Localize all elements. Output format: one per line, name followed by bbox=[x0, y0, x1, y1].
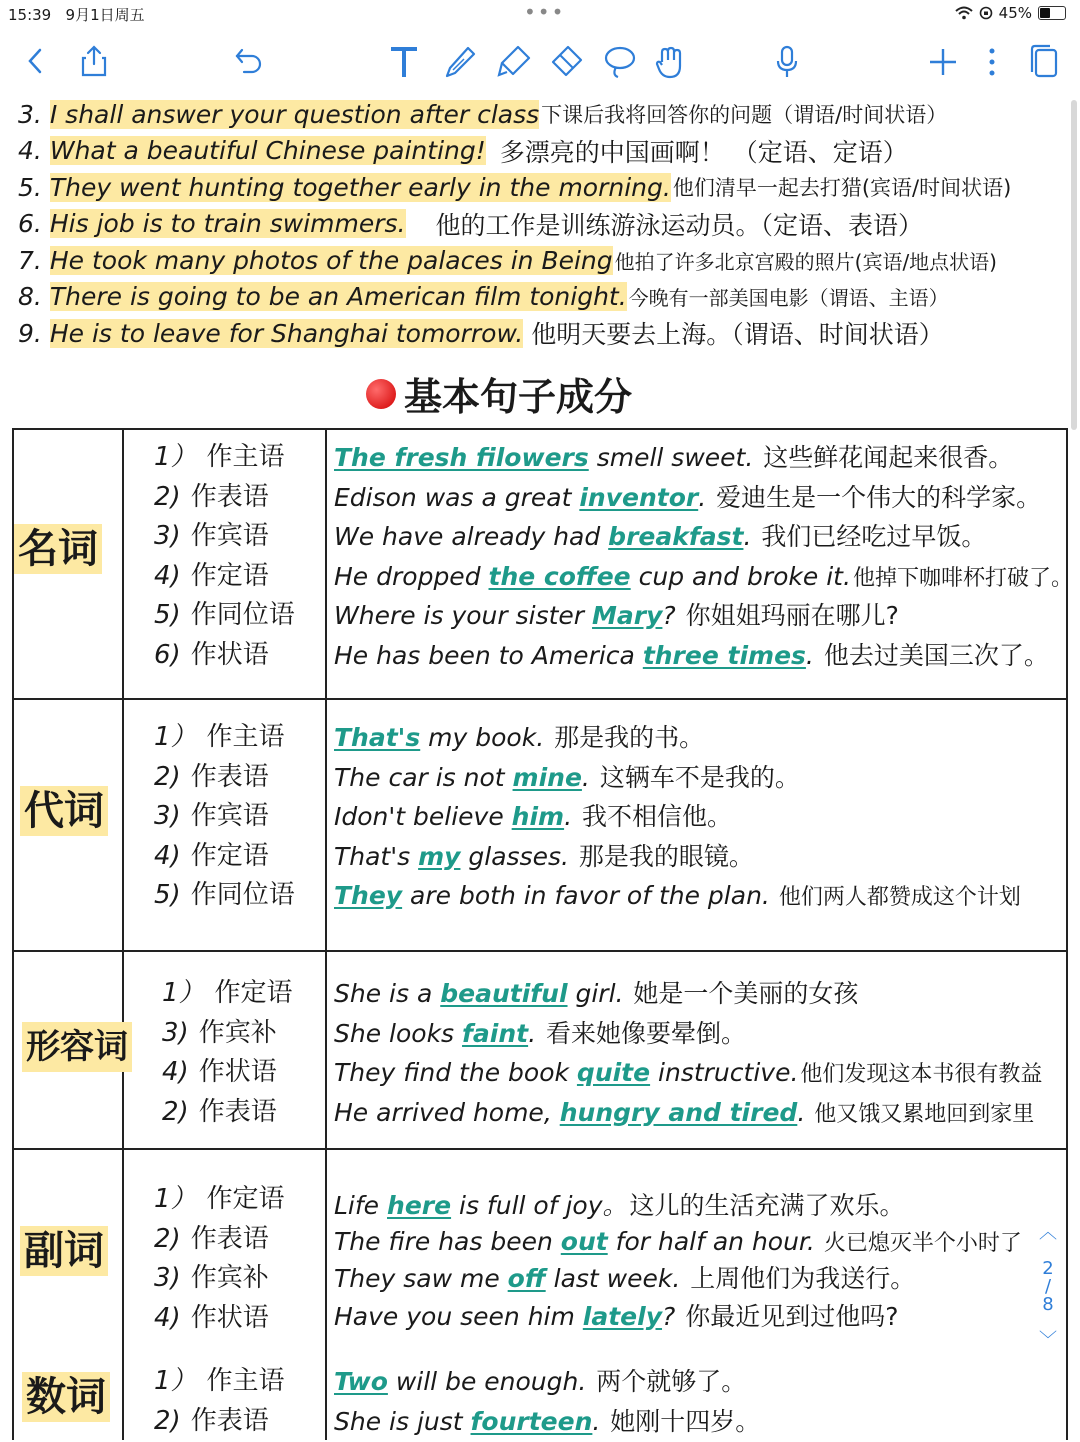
example-line: He dropped the coffee cup and broke it.他掉下咖啡杯打破了。 bbox=[334, 561, 1073, 591]
example-line: Idon't believe him. 我不相信他。 bbox=[334, 802, 732, 831]
example-list bbox=[334, 974, 1042, 1132]
role-item: 2) 作表语 bbox=[154, 761, 269, 792]
orientation-lock-icon bbox=[979, 6, 993, 20]
example-line: That's my glasses. 那是我的眼镜。 bbox=[334, 841, 754, 871]
role-list bbox=[154, 718, 295, 916]
example-line: They are both in favor of the plan. 他们两人都赞成这个计划 bbox=[334, 881, 1021, 910]
back-icon[interactable] bbox=[24, 44, 46, 78]
sentence-line: 5. They went hunting together early in the morning. 他们清早一起去打猎(宾语/时间状语) bbox=[18, 172, 1012, 202]
hand-icon[interactable] bbox=[654, 44, 686, 80]
example-line: She is a beautiful girl. 她是一个美丽的女孩 bbox=[334, 979, 859, 1008]
role-item: 2) 作表语 bbox=[162, 1096, 277, 1127]
red-dot-icon bbox=[366, 379, 396, 409]
sentence-line: 8. There is going to be an American film tonight. 今晚有一部美国电影（谓语、主语） bbox=[18, 282, 949, 312]
role-item: 3) 作宾补 bbox=[162, 1017, 277, 1048]
role-list bbox=[154, 1180, 285, 1338]
example-line: That's my book. 那是我的书。 bbox=[334, 723, 705, 752]
role-item: 3) 作宾语 bbox=[154, 521, 269, 551]
section-title: 基本句子成分 bbox=[366, 366, 632, 421]
category-label-numeral: 数词 bbox=[22, 1372, 110, 1422]
role-item: 2) 作表语 bbox=[154, 481, 269, 512]
role-item: 1） 作主语 bbox=[154, 442, 285, 472]
role-item: 5) 作同位语 bbox=[154, 600, 295, 630]
toolbar bbox=[0, 30, 1080, 92]
status-right bbox=[955, 4, 1066, 22]
role-list bbox=[154, 438, 295, 675]
sentence-line: 6. His job is to train swimmers. 他的工作是训练游泳运动员。（定语、表语） bbox=[18, 209, 924, 240]
example-list bbox=[334, 1186, 1022, 1337]
pen-icon[interactable] bbox=[444, 44, 478, 80]
eraser-icon[interactable] bbox=[548, 44, 584, 80]
table-row-pronoun bbox=[14, 700, 1066, 952]
table-row-noun bbox=[14, 430, 1073, 700]
sentence-list bbox=[18, 96, 1068, 352]
add-icon[interactable] bbox=[928, 44, 958, 80]
example-list bbox=[334, 1362, 760, 1441]
table-row-adverb bbox=[14, 1150, 1066, 1442]
example-line: He arrived home, hungry and tired. 他又饿又累地回到家里 bbox=[334, 1097, 1035, 1127]
role-item: 1） 作主语 bbox=[154, 722, 285, 752]
role-item: 2) 作表语 bbox=[154, 1405, 269, 1436]
role-item: 4) 作定语 bbox=[154, 560, 269, 591]
battery-percent: 45% bbox=[998, 4, 1032, 22]
category-label: 名词 bbox=[14, 524, 102, 574]
current-page: 2 bbox=[1042, 1258, 1054, 1279]
text-tool-icon[interactable] bbox=[388, 44, 420, 80]
share-icon[interactable] bbox=[80, 44, 108, 78]
total-pages: 8 bbox=[1042, 1294, 1054, 1315]
table-row-adjective bbox=[14, 952, 1066, 1150]
role-item: 3) 作宾语 bbox=[154, 801, 269, 831]
page-up-icon[interactable]: ︿ bbox=[1039, 1222, 1057, 1243]
example-line: They saw me off last week. 上周他们为我送行。 bbox=[334, 1264, 916, 1293]
sentence-line: 4. What a beautiful Chinese painting! 多漂亮的中国画啊！ （定语、定语） bbox=[18, 136, 908, 167]
example-line: She looks faint. 看来她像要晕倒。 bbox=[334, 1018, 747, 1048]
role-item: 3) 作宾补 bbox=[154, 1263, 269, 1293]
page-down-icon[interactable]: ﹀ bbox=[1039, 1330, 1057, 1351]
wifi-icon bbox=[955, 6, 973, 20]
example-line: Two will be enough. 两个就够了。 bbox=[334, 1367, 747, 1396]
example-line: She is just fourteen. 她刚十四岁。 bbox=[334, 1406, 761, 1436]
example-line: Edison was a great inventor. 爱迪生是一个伟大的科学家。 bbox=[334, 482, 1042, 512]
role-item: 5) 作同位语 bbox=[154, 880, 295, 910]
category-label: 代词 bbox=[20, 786, 108, 836]
example-list bbox=[334, 438, 1073, 675]
page-navigator bbox=[1036, 1222, 1060, 1352]
page-separator: / bbox=[1044, 1276, 1052, 1297]
example-list bbox=[334, 718, 1021, 916]
microphone-icon[interactable] bbox=[774, 44, 800, 80]
highlighter-icon[interactable] bbox=[496, 44, 532, 80]
example-line: They find the book quite instructive.他们发现这本书很有教益 bbox=[334, 1058, 1043, 1087]
example-line: He has been to America three times. 他去过美国三次了。 bbox=[334, 640, 1049, 670]
example-line: We have already had breakfast. 我们已经吃过早饭。 bbox=[334, 522, 987, 551]
category-label: 形容词 bbox=[22, 1022, 132, 1072]
sentence-line: 3. I shall answer your question after class 下课后我将回答你的问题（谓语/时间状语） bbox=[18, 99, 948, 129]
role-item: 1） 作定语 bbox=[162, 978, 293, 1008]
role-item: 6) 作状语 bbox=[154, 639, 269, 670]
status-time: 15:39 9月1日周五 bbox=[8, 6, 145, 24]
scrollbar[interactable] bbox=[1071, 100, 1077, 430]
status-bar bbox=[0, 0, 1080, 28]
multitask-dots-icon[interactable]: ••• bbox=[524, 0, 566, 24]
sentence-line: 7. He took many photos of the palaces in Being 他拍了许多北京宫殿的照片(宾语/地点状语) bbox=[18, 245, 997, 275]
example-line: Where is your sister Mary? 你姐姐玛丽在哪儿? bbox=[334, 601, 899, 630]
pages-icon[interactable] bbox=[1030, 44, 1060, 80]
role-list bbox=[154, 1362, 285, 1441]
example-line: The car is not mine. 这辆车不是我的。 bbox=[334, 762, 800, 792]
lasso-icon[interactable] bbox=[602, 44, 638, 80]
example-line: Have you seen him lately? 你最近见到过他吗? bbox=[334, 1302, 899, 1331]
role-item: 4) 作定语 bbox=[154, 840, 269, 871]
example-line: The fresh filowers smell sweet. 这些鲜花闻起来很香。 bbox=[334, 443, 1014, 472]
sentence-line: 9. He is to leave for Shanghai tomorrow. 他明天要去上海。（谓语、时间状语） bbox=[18, 318, 944, 350]
undo-icon[interactable] bbox=[234, 44, 264, 78]
role-item: 4) 作状语 bbox=[162, 1057, 277, 1087]
role-item: 1） 作定语 bbox=[154, 1184, 285, 1214]
example-line: Life here is full of joy。这儿的生活充满了欢乐。 bbox=[334, 1191, 905, 1220]
role-item: 2) 作表语 bbox=[154, 1223, 269, 1254]
parts-of-speech-table bbox=[12, 428, 1073, 1440]
battery-icon bbox=[1038, 6, 1066, 20]
role-list bbox=[162, 974, 293, 1132]
category-label: 副词 bbox=[20, 1226, 108, 1276]
role-item: 4) 作状语 bbox=[154, 1302, 269, 1333]
example-line: The fire has been out for half an hour. 火已熄灭半个小时了 bbox=[334, 1227, 1022, 1256]
more-icon[interactable] bbox=[986, 44, 998, 80]
role-item: 1） 作主语 bbox=[154, 1366, 285, 1396]
